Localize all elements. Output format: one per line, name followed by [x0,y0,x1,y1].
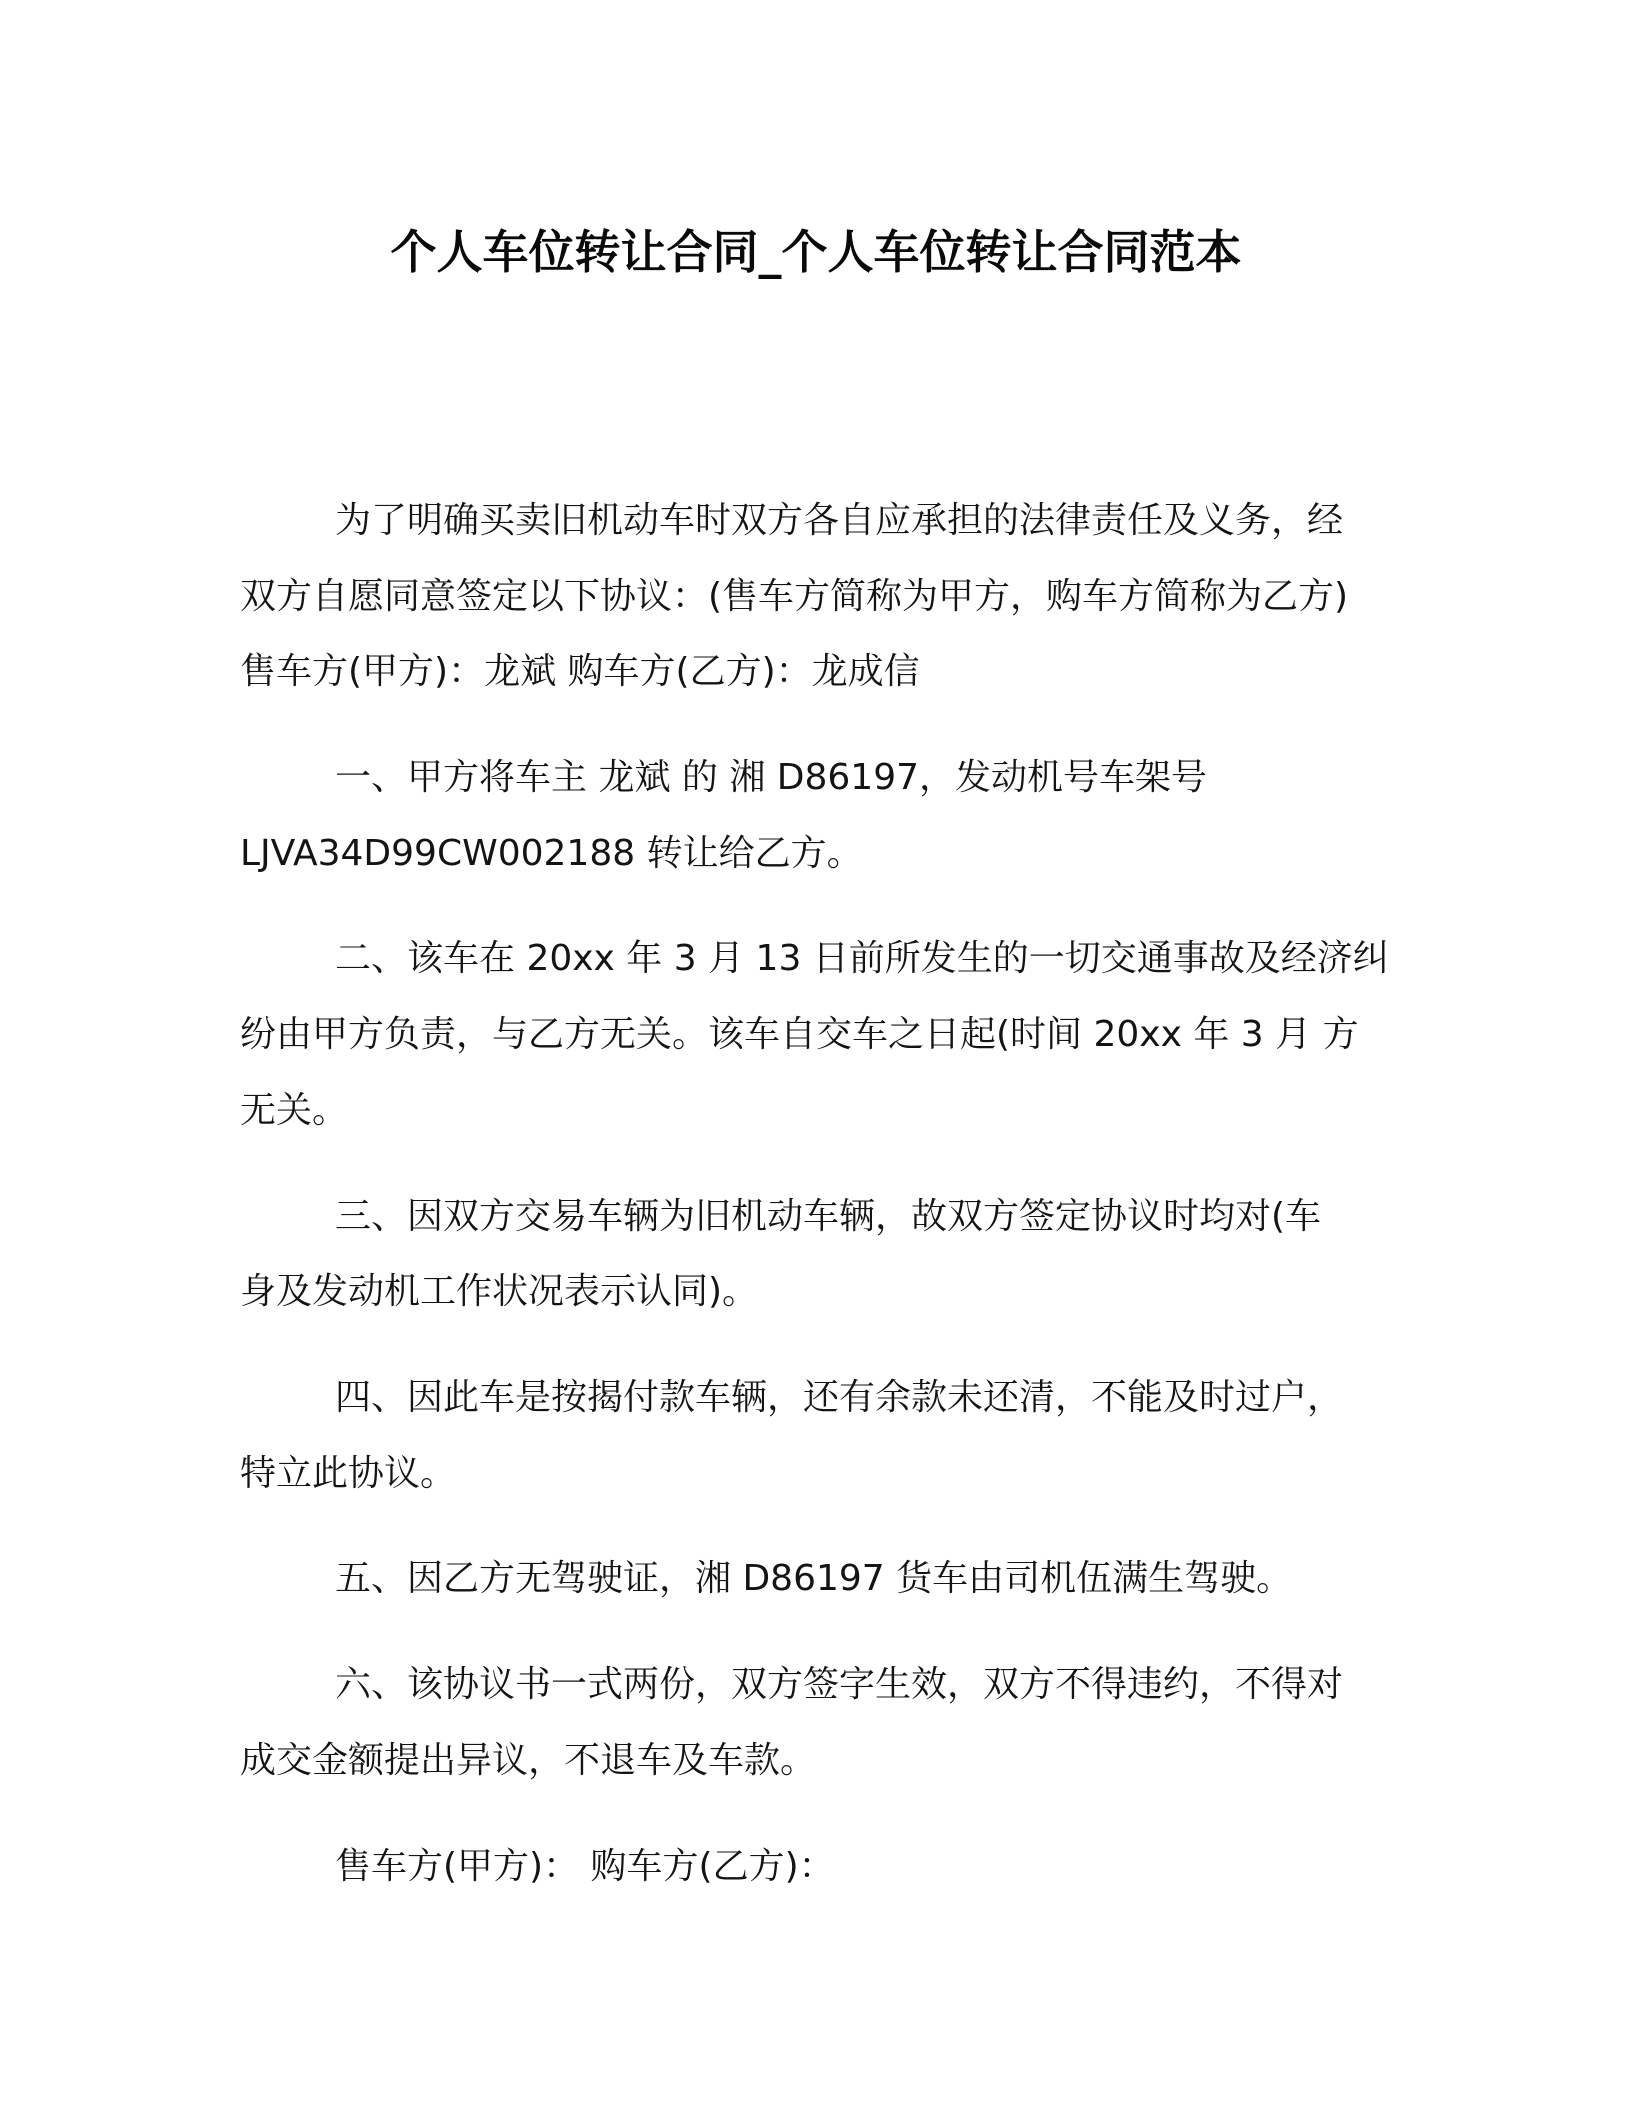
clause-2-line-1: 二、该车在 20xx 年 3 月 13 日前所发生的一切交通事故及经济纠 [335,938,1389,979]
document-title: 个人车位转让合同_个人车位转让合同范本 [390,225,1242,279]
clause-6-line-2: 成交金额提出异议，不退车及车款。 [240,1740,817,1781]
clause-4-line-1: 四、因此车是按揭付款车辆，还有余款未还清，不能及时过户， [335,1377,1344,1418]
clause-1-line-1: 一、甲方将车主 龙斌 的 湘 D86197，发动机号车架号 [335,757,1208,798]
paragraph-intro-line-1: 为了明确买卖旧机动车时双方各自应承担的法律责任及义务，经 [335,500,1344,541]
clause-2-line-2: 纷由甲方负责，与乙方无关。该车自交车之日起(时间 20xx 年 3 月 方 [240,1014,1359,1055]
paragraph-intro-line-2: 双方自愿同意签定以下协议：(售车方简称为甲方，购车方简称为乙方) [240,576,1349,617]
clause-3-line-2: 身及发动机工作状况表示认同)。 [240,1271,759,1312]
clause-2-line-3: 无关。 [240,1090,349,1131]
signature-line: 售车方(甲方)： 购车方(乙方)： [335,1846,835,1887]
clause-1-line-2: LJVA34D99CW002188 转让给乙方。 [240,833,863,874]
clause-3-line-1: 三、因双方交易车辆为旧机动车辆，故双方签定协议时均对(车 [335,1196,1322,1237]
parties-line: 售车方(甲方)：龙斌 购车方(乙方)：龙成信 [240,651,920,692]
clause-5-line-1: 五、因乙方无驾驶证，湘 D86197 货车由司机伍满生驾驶。 [335,1558,1293,1599]
clause-6-line-1: 六、该协议书一式两份，双方签字生效，双方不得违约，不得对 [335,1664,1344,1705]
clause-4-line-2: 特立此协议。 [240,1453,457,1494]
